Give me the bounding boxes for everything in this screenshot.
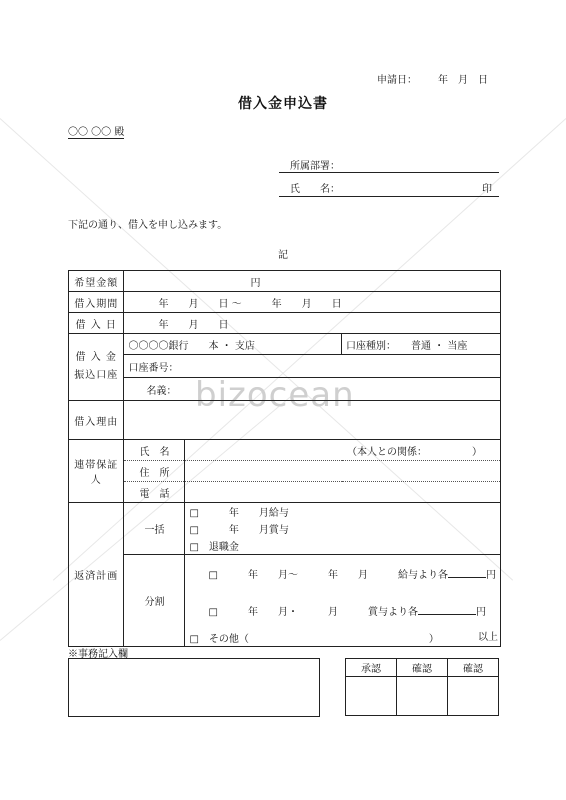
end-mark: 以上	[478, 632, 498, 643]
loan-application-table	[68, 270, 501, 647]
table-row	[69, 271, 501, 292]
approval-header-row	[346, 659, 499, 677]
account-number-field[interactable]: 口座番号：	[124, 355, 501, 378]
approval-stamp-cell[interactable]	[346, 677, 397, 716]
table-row	[69, 401, 501, 440]
table-row	[69, 355, 501, 378]
guarantor-address-field[interactable]	[185, 461, 501, 482]
transfer-account-label	[69, 334, 124, 401]
table-row	[69, 313, 501, 334]
application-date-fields: 年 月 日	[438, 75, 488, 86]
period-field[interactable]: 年 月 日 〜 年 月 日	[124, 292, 501, 313]
intro-text: 下記の通り、借入を申し込みます。	[68, 220, 228, 231]
transfer-label-line1: 借 入 金	[75, 352, 117, 363]
table-row	[69, 440, 501, 461]
amount-label: 希望金額	[69, 271, 124, 292]
installment-salary-text: □ 年 月〜 年 月 給与より各	[208, 570, 448, 581]
guarantor-phone-label: 電 話	[124, 482, 185, 503]
reason-field[interactable]	[124, 401, 501, 440]
name-line	[279, 196, 499, 197]
guarantor-name-label: 氏 名	[124, 440, 185, 461]
office-use-label: ※事務記入欄	[68, 649, 128, 660]
check-header-1: 確認	[397, 659, 448, 677]
bank-branch-field[interactable]: 〇〇〇〇銀行 本 ・ 支店	[124, 334, 342, 355]
guarantor-address-label: 住 所	[124, 461, 185, 482]
lump-bonus-option[interactable]: □ 年 月賞与	[185, 520, 501, 537]
guarantor-name-field[interactable]: （本人との関係： ）	[185, 440, 501, 461]
seal-mark: 印	[482, 184, 492, 195]
watermark-logo: bizocean	[195, 375, 355, 415]
reason-label: 借入理由	[69, 401, 124, 440]
recipient	[68, 123, 124, 139]
loan-date-label: 借 入 日	[69, 313, 124, 334]
table-row	[69, 503, 501, 521]
check-header-2: 確認	[448, 659, 499, 677]
page-title: 借入金申込書	[238, 96, 328, 112]
account-type-field[interactable]: 口座種別： 普通 ・ 当座	[342, 334, 501, 355]
installment-bonus-text: □ 年 月・ 月 賞与より各	[208, 607, 418, 618]
table-row	[69, 334, 501, 355]
guarantor-phone-field[interactable]	[185, 482, 501, 503]
application-date-label: 申請日：	[377, 75, 417, 86]
installment-other-option[interactable]: □ その他（ ）	[185, 629, 501, 647]
lump-salary-option[interactable]: □ 年 月給与	[185, 503, 501, 521]
table-row	[69, 555, 501, 593]
recipient-text: 〇〇 〇〇 殿	[68, 123, 124, 139]
check-stamp-cell-1[interactable]	[397, 677, 448, 716]
loan-date-field[interactable]: 年 月 日	[124, 313, 501, 334]
guarantor-label: 連帯保証人	[69, 440, 124, 503]
installment-label: 分割	[124, 555, 185, 647]
repayment-plan-label: 返済計画	[69, 503, 124, 647]
amount-field[interactable]: 円	[124, 271, 501, 292]
period-label: 借入期間	[69, 292, 124, 313]
table-row	[69, 461, 501, 482]
approval-stamp-table	[345, 658, 499, 716]
table-row	[69, 378, 501, 401]
approval-header: 承認	[346, 659, 397, 677]
table-row	[69, 292, 501, 313]
office-use-box[interactable]	[68, 658, 320, 717]
installment-salary-option[interactable]	[185, 555, 501, 593]
lump-retirement-option[interactable]: □ 退職金	[185, 537, 501, 555]
applicant-name-label: 氏 名：	[290, 184, 340, 195]
installment-bonus-unit: 円	[476, 607, 486, 618]
transfer-label-line2: 振込口座	[74, 370, 119, 381]
approval-stamp-row	[346, 677, 499, 716]
installment-salary-unit: 円	[486, 570, 496, 581]
check-stamp-cell-2[interactable]	[448, 677, 499, 716]
account-holder-field[interactable]: 名義：	[124, 378, 501, 401]
department-line	[279, 172, 499, 173]
lump-sum-label: 一括	[124, 503, 185, 555]
ki-mark: 記	[278, 250, 288, 261]
installment-bonus-amount[interactable]	[418, 614, 476, 615]
installment-bonus-option[interactable]	[185, 592, 501, 629]
table-row	[69, 482, 501, 503]
installment-salary-amount[interactable]	[448, 577, 486, 578]
department-label: 所属部署：	[290, 161, 340, 172]
